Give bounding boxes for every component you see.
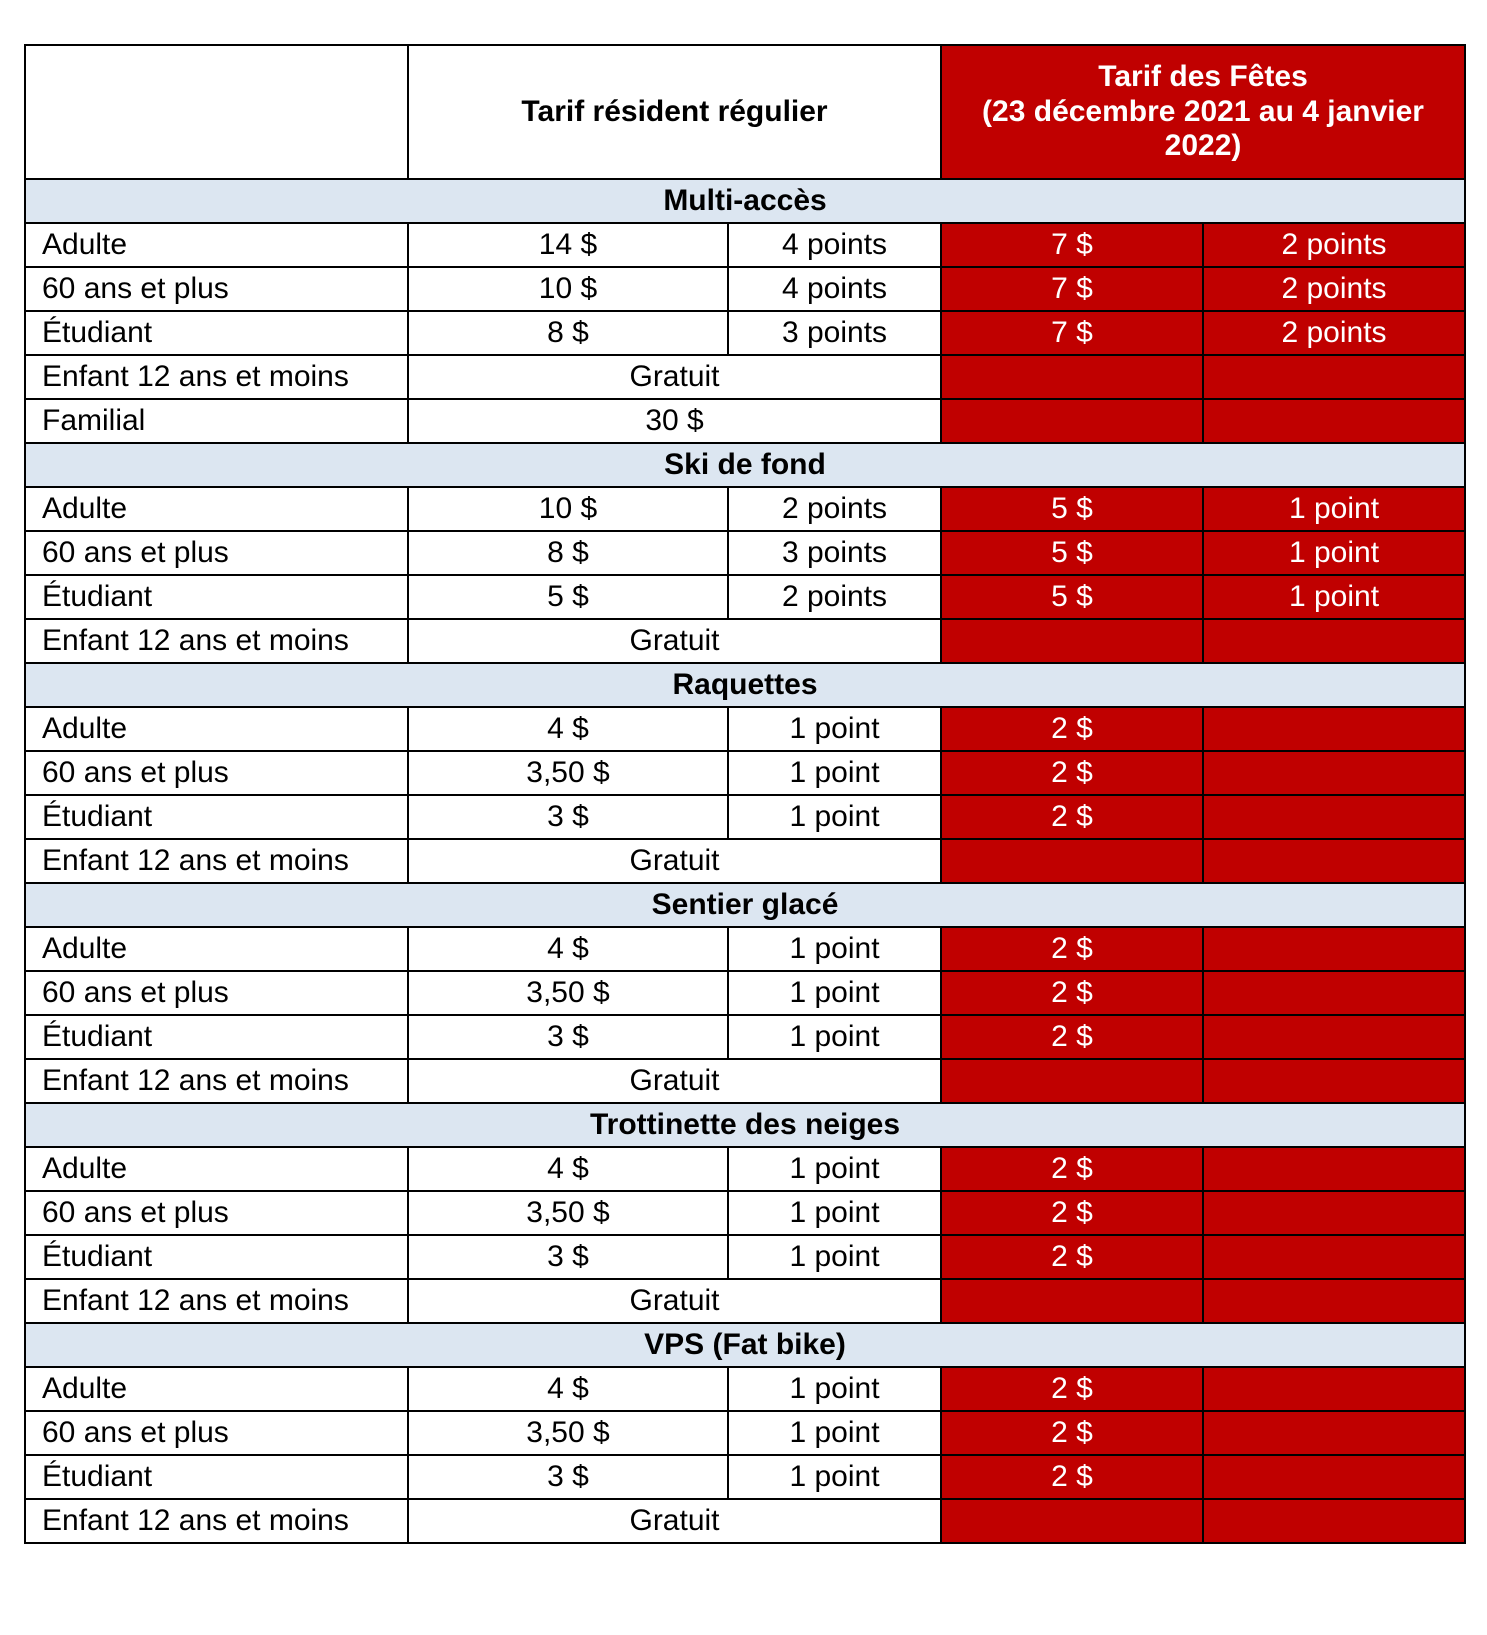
category-cell: Étudiant bbox=[25, 311, 408, 355]
holiday-points-cell bbox=[1203, 619, 1465, 663]
category-cell: Étudiant bbox=[25, 575, 408, 619]
header-holiday-rate bbox=[941, 45, 1465, 179]
regular-points-cell: 1 point bbox=[728, 795, 941, 839]
table-row bbox=[25, 971, 1465, 1015]
holiday-points-cell bbox=[1203, 1147, 1465, 1191]
holiday-points-cell bbox=[1203, 399, 1465, 443]
holiday-points-cell: 2 points bbox=[1203, 311, 1465, 355]
table-row bbox=[25, 927, 1465, 971]
category-cell: Étudiant bbox=[25, 1455, 408, 1499]
regular-points-cell: 1 point bbox=[728, 971, 941, 1015]
holiday-points-cell bbox=[1203, 751, 1465, 795]
table-row bbox=[25, 1059, 1465, 1103]
header-holiday-dates: (23 décembre 2021 au 4 janvier 2022) bbox=[982, 94, 1424, 163]
holiday-points-cell bbox=[1203, 1411, 1465, 1455]
table-row bbox=[25, 1499, 1465, 1543]
regular-merged-cell: 30 $ bbox=[408, 399, 941, 443]
regular-points-cell: 3 points bbox=[728, 531, 941, 575]
holiday-price-cell: 7 $ bbox=[941, 223, 1203, 267]
table-row bbox=[25, 795, 1465, 839]
table-row bbox=[25, 531, 1465, 575]
regular-points-cell: 1 point bbox=[728, 751, 941, 795]
regular-price-cell: 3,50 $ bbox=[408, 1191, 728, 1235]
holiday-price-cell: 2 $ bbox=[941, 1455, 1203, 1499]
section-row bbox=[25, 179, 1465, 223]
holiday-points-cell bbox=[1203, 839, 1465, 883]
category-cell: Enfant 12 ans et moins bbox=[25, 1499, 408, 1543]
regular-price-cell: 4 $ bbox=[408, 1367, 728, 1411]
table-row bbox=[25, 839, 1465, 883]
holiday-points-cell bbox=[1203, 927, 1465, 971]
category-cell: 60 ans et plus bbox=[25, 1191, 408, 1235]
header-row bbox=[25, 45, 1465, 179]
table-body bbox=[25, 179, 1465, 1543]
category-cell: Étudiant bbox=[25, 795, 408, 839]
table-row bbox=[25, 1455, 1465, 1499]
holiday-price-cell bbox=[941, 355, 1203, 399]
table-row bbox=[25, 267, 1465, 311]
regular-merged-cell: Gratuit bbox=[408, 1279, 941, 1323]
holiday-price-cell: 5 $ bbox=[941, 575, 1203, 619]
section-title: Sentier glacé bbox=[25, 883, 1465, 927]
category-cell: 60 ans et plus bbox=[25, 531, 408, 575]
regular-points-cell: 1 point bbox=[728, 927, 941, 971]
section-row bbox=[25, 1103, 1465, 1147]
holiday-price-cell: 2 $ bbox=[941, 1235, 1203, 1279]
holiday-price-cell: 2 $ bbox=[941, 1411, 1203, 1455]
regular-price-cell: 3,50 $ bbox=[408, 751, 728, 795]
regular-price-cell: 3 $ bbox=[408, 1455, 728, 1499]
holiday-points-cell bbox=[1203, 1279, 1465, 1323]
regular-points-cell: 4 points bbox=[728, 267, 941, 311]
holiday-points-cell: 1 point bbox=[1203, 487, 1465, 531]
table-row bbox=[25, 1411, 1465, 1455]
holiday-points-cell bbox=[1203, 707, 1465, 751]
category-cell: 60 ans et plus bbox=[25, 267, 408, 311]
regular-price-cell: 5 $ bbox=[408, 575, 728, 619]
holiday-price-cell bbox=[941, 839, 1203, 883]
category-cell: Enfant 12 ans et moins bbox=[25, 619, 408, 663]
holiday-price-cell: 5 $ bbox=[941, 531, 1203, 575]
holiday-points-cell: 2 points bbox=[1203, 223, 1465, 267]
section-title: Ski de fond bbox=[25, 443, 1465, 487]
regular-points-cell: 1 point bbox=[728, 1455, 941, 1499]
category-cell: Adulte bbox=[25, 1147, 408, 1191]
table-row bbox=[25, 1191, 1465, 1235]
table-row bbox=[25, 355, 1465, 399]
regular-merged-cell: Gratuit bbox=[408, 1499, 941, 1543]
holiday-price-cell bbox=[941, 1279, 1203, 1323]
category-cell: Enfant 12 ans et moins bbox=[25, 355, 408, 399]
category-cell: Adulte bbox=[25, 1367, 408, 1411]
holiday-price-cell: 2 $ bbox=[941, 751, 1203, 795]
category-cell: Enfant 12 ans et moins bbox=[25, 1059, 408, 1103]
regular-price-cell: 4 $ bbox=[408, 927, 728, 971]
holiday-points-cell: 1 point bbox=[1203, 531, 1465, 575]
table-row bbox=[25, 1015, 1465, 1059]
holiday-price-cell: 2 $ bbox=[941, 707, 1203, 751]
regular-points-cell: 2 points bbox=[728, 487, 941, 531]
regular-price-cell: 10 $ bbox=[408, 487, 728, 531]
regular-price-cell: 3 $ bbox=[408, 1235, 728, 1279]
regular-points-cell: 3 points bbox=[728, 311, 941, 355]
regular-points-cell: 1 point bbox=[728, 1367, 941, 1411]
header-regular-rate: Tarif résident régulier bbox=[408, 45, 941, 179]
category-cell: Enfant 12 ans et moins bbox=[25, 839, 408, 883]
holiday-price-cell: 2 $ bbox=[941, 927, 1203, 971]
regular-merged-cell: Gratuit bbox=[408, 355, 941, 399]
regular-merged-cell: Gratuit bbox=[408, 1059, 941, 1103]
table-row bbox=[25, 751, 1465, 795]
holiday-points-cell bbox=[1203, 1499, 1465, 1543]
category-cell: Adulte bbox=[25, 487, 408, 531]
header-empty-cell bbox=[25, 45, 408, 179]
category-cell: Adulte bbox=[25, 223, 408, 267]
holiday-price-cell bbox=[941, 1059, 1203, 1103]
regular-price-cell: 8 $ bbox=[408, 311, 728, 355]
regular-merged-cell: Gratuit bbox=[408, 619, 941, 663]
holiday-price-cell bbox=[941, 399, 1203, 443]
holiday-price-cell bbox=[941, 1499, 1203, 1543]
section-title: Trottinette des neiges bbox=[25, 1103, 1465, 1147]
regular-price-cell: 3,50 $ bbox=[408, 971, 728, 1015]
category-cell: Enfant 12 ans et moins bbox=[25, 1279, 408, 1323]
holiday-price-cell: 2 $ bbox=[941, 795, 1203, 839]
table-row bbox=[25, 487, 1465, 531]
regular-points-cell: 2 points bbox=[728, 575, 941, 619]
section-title: Multi-accès bbox=[25, 179, 1465, 223]
table-row bbox=[25, 575, 1465, 619]
category-cell: Étudiant bbox=[25, 1015, 408, 1059]
section-row bbox=[25, 443, 1465, 487]
holiday-points-cell bbox=[1203, 971, 1465, 1015]
holiday-points-cell bbox=[1203, 1367, 1465, 1411]
regular-points-cell: 1 point bbox=[728, 1015, 941, 1059]
category-cell: Familial bbox=[25, 399, 408, 443]
holiday-price-cell: 2 $ bbox=[941, 1015, 1203, 1059]
category-cell: Adulte bbox=[25, 707, 408, 751]
section-row bbox=[25, 663, 1465, 707]
regular-price-cell: 14 $ bbox=[408, 223, 728, 267]
holiday-points-cell bbox=[1203, 1059, 1465, 1103]
holiday-points-cell bbox=[1203, 1235, 1465, 1279]
holiday-price-cell: 2 $ bbox=[941, 1147, 1203, 1191]
regular-price-cell: 8 $ bbox=[408, 531, 728, 575]
category-cell: Adulte bbox=[25, 927, 408, 971]
section-title: Raquettes bbox=[25, 663, 1465, 707]
regular-points-cell: 4 points bbox=[728, 223, 941, 267]
table-row bbox=[25, 311, 1465, 355]
regular-price-cell: 10 $ bbox=[408, 267, 728, 311]
regular-merged-cell: Gratuit bbox=[408, 839, 941, 883]
regular-price-cell: 4 $ bbox=[408, 1147, 728, 1191]
table-row bbox=[25, 1147, 1465, 1191]
regular-points-cell: 1 point bbox=[728, 1235, 941, 1279]
holiday-price-cell: 2 $ bbox=[941, 1367, 1203, 1411]
table-row bbox=[25, 1367, 1465, 1411]
table-row bbox=[25, 223, 1465, 267]
category-cell: 60 ans et plus bbox=[25, 1411, 408, 1455]
regular-points-cell: 1 point bbox=[728, 1191, 941, 1235]
holiday-points-cell bbox=[1203, 355, 1465, 399]
holiday-price-cell: 7 $ bbox=[941, 267, 1203, 311]
holiday-price-cell bbox=[941, 619, 1203, 663]
tarif-table bbox=[24, 44, 1466, 1544]
category-cell: 60 ans et plus bbox=[25, 971, 408, 1015]
table-row bbox=[25, 399, 1465, 443]
category-cell: Étudiant bbox=[25, 1235, 408, 1279]
table-row bbox=[25, 1235, 1465, 1279]
regular-price-cell: 3 $ bbox=[408, 1015, 728, 1059]
section-title: VPS (Fat bike) bbox=[25, 1323, 1465, 1367]
holiday-price-cell: 2 $ bbox=[941, 1191, 1203, 1235]
regular-price-cell: 3,50 $ bbox=[408, 1411, 728, 1455]
section-row bbox=[25, 883, 1465, 927]
regular-points-cell: 1 point bbox=[728, 1411, 941, 1455]
regular-points-cell: 1 point bbox=[728, 707, 941, 751]
holiday-price-cell: 7 $ bbox=[941, 311, 1203, 355]
table-row bbox=[25, 619, 1465, 663]
holiday-points-cell bbox=[1203, 1191, 1465, 1235]
section-row bbox=[25, 1323, 1465, 1367]
holiday-price-cell: 5 $ bbox=[941, 487, 1203, 531]
regular-points-cell: 1 point bbox=[728, 1147, 941, 1191]
holiday-points-cell: 1 point bbox=[1203, 575, 1465, 619]
holiday-points-cell bbox=[1203, 795, 1465, 839]
holiday-points-cell: 2 points bbox=[1203, 267, 1465, 311]
holiday-points-cell bbox=[1203, 1455, 1465, 1499]
table-row bbox=[25, 707, 1465, 751]
regular-price-cell: 4 $ bbox=[408, 707, 728, 751]
regular-price-cell: 3 $ bbox=[408, 795, 728, 839]
header-holiday-title: Tarif des Fêtes bbox=[1098, 60, 1308, 94]
category-cell: 60 ans et plus bbox=[25, 751, 408, 795]
holiday-points-cell bbox=[1203, 1015, 1465, 1059]
table-row bbox=[25, 1279, 1465, 1323]
holiday-price-cell: 2 $ bbox=[941, 971, 1203, 1015]
